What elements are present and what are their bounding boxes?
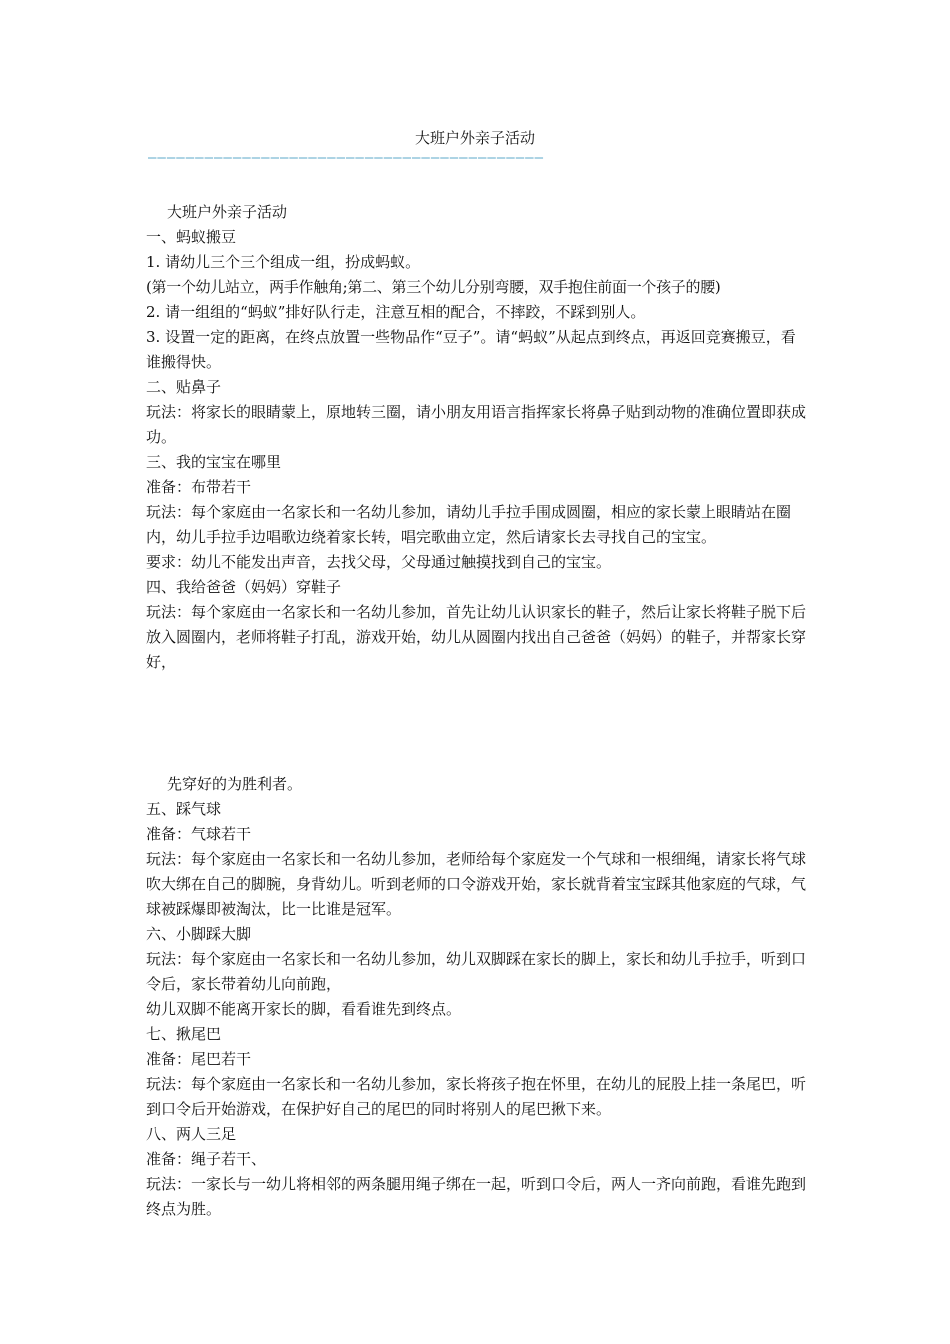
section-heading: 六、小脚踩大脚 [146, 925, 252, 943]
section-heading: 三、我的宝宝在哪里 [146, 453, 282, 471]
header-divider: —————————————————————————————————————————— [148, 151, 545, 165]
paragraph: 玩法：每个家庭由一名家长和一名幼儿参加，老师给每个家庭发一个气球和一根细绳，请家长将气球吹大绑在自己的脚腕，身背幼儿。听到老师的口令游戏开始，家长就背着宝宝踩其他家庭的气球，气球被踩爆即被淘汰，比一比谁是冠军。 [146, 850, 807, 918]
content-block-2 [146, 772, 808, 1222]
section-heading: 七、揪尾巴 [146, 1025, 222, 1043]
content-block-1 [146, 200, 808, 675]
section-heading: 一、蚂蚁搬豆 [146, 228, 237, 246]
paragraph: 准备：布带若干 [146, 478, 252, 496]
paragraph: 要求：幼儿不能发出声音，去找父母，父母通过触摸找到自己的宝宝。 [146, 553, 612, 571]
paragraph: 3. 设置一定的距离，在终点放置一些物品作“豆子”。请“蚂蚁”从起点到终点，再返回竞赛搬豆，看谁搬得快。 [146, 328, 796, 371]
page-header-title: 大班户外亲子活动 [414, 129, 535, 147]
paragraph: (第一个幼儿站立，两手作触角;第二、第三个幼儿分别弯腰，双手抱住前面一个孩子的腰) [146, 278, 721, 296]
paragraph: 玩法：每个家庭由一名家长和一名幼儿参加，幼儿双脚踩在家长的脚上，家长和幼儿手拉手，听到口令后，家长带着幼儿向前跑， [146, 950, 807, 993]
paragraph: 准备：尾巴若干 [146, 1050, 252, 1068]
section-heading: 二、贴鼻子 [146, 378, 222, 396]
paragraph: 玩法：一家长与一幼儿将相邻的两条腿用绳子绑在一起，听到口令后，两人一齐向前跑，看谁先跑到终点为胜。 [146, 1175, 807, 1218]
paragraph: 2. 请一组组的“蚂蚁”排好队行走，注意互相的配合，不摔跤，不踩到别人。 [146, 303, 646, 321]
paragraph: 玩法：每个家庭由一名家长和一名幼儿参加，首先让幼儿认识家长的鞋子，然后让家长将鞋子脱下后放入圆圈内，老师将鞋子打乱，游戏开始，幼儿从圆圈内找出自己爸爸（妈妈）的鞋子，并帮家长穿好， [146, 603, 807, 671]
paragraph: 先穿好的为胜利者。 [167, 775, 303, 793]
section-heading: 五、踩气球 [146, 800, 222, 818]
paragraph: 准备：绳子若干、 [146, 1150, 267, 1168]
paragraph: 玩法：将家长的眼睛蒙上，原地转三圈，请小朋友用语言指挥家长将鼻子贴到动物的准确位置即获成功。 [146, 403, 807, 446]
paragraph: 幼儿双脚不能离开家长的脚，看看谁先到终点。 [146, 1000, 462, 1018]
doc-title: 大班户外亲子活动 [167, 203, 288, 221]
paragraph: 玩法：每个家庭由一名家长和一名幼儿参加，请幼儿手拉手围成圆圈，相应的家长蒙上眼睛站在圈内，幼儿手拉手边唱歌边绕着家长转，唱完歌曲立定，然后请家长去寻找自己的宝宝。 [146, 503, 792, 546]
paragraph: 准备：气球若干 [146, 825, 252, 843]
section-heading: 八、两人三足 [146, 1125, 237, 1143]
paragraph: 1. 请幼儿三个三个组成一组，扮成蚂蚁。 [146, 253, 421, 271]
paragraph: 玩法：每个家庭由一名家长和一名幼儿参加，家长将孩子抱在怀里，在幼儿的屁股上挂一条尾巴，听到口令后开始游戏，在保护好自己的尾巴的同时将别人的尾巴揪下来。 [146, 1075, 807, 1118]
section-heading: 四、我给爸爸（妈妈）穿鞋子 [146, 578, 342, 596]
